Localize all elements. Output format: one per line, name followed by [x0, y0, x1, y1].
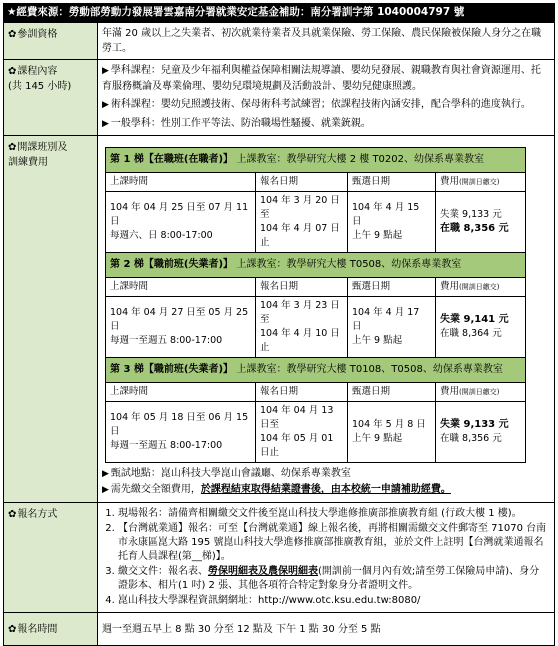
registration-list [102, 507, 548, 608]
class-header-row [106, 173, 526, 192]
triangle-bullet-icon: ▶ [102, 119, 109, 129]
col-exam-header: 甄選日期 [348, 173, 436, 192]
class-time: 104 年 04 月 25 日至 07 月 11 日 每週六、日 8:00-17:00 [106, 192, 256, 253]
eligibility-label: 參訓資格 [17, 29, 58, 40]
regtime-text: 週一至週五早上 8 點 30 分至 12 點及 下午 1 點 30 分至 5 點 [102, 624, 381, 635]
col-fee-header: 費用(開訓日繳交) [436, 173, 526, 192]
eligibility-text: 年滿 20 歲以上之失業者、初次就業待業者及具就業保險、勞工保險、農民保險被保險人身分之在職勞工。 [102, 28, 542, 54]
class-time: 104 年 04 月 27 日至 05 月 25 日 每週一至週五 8:00-17:00 [106, 297, 256, 358]
classes-content [98, 136, 555, 503]
course-row [4, 60, 555, 136]
class-title: 第 3 梯【職前班(失業者)】 上課教室：教學研究大樓 T0108、T0508、幼保系專業教室 [106, 358, 526, 383]
class-fee: 失業 9,133 元 在職 8,356 元 [436, 192, 526, 253]
class-reg: 104 年 04 月 13 日至 104 年 05 月 01 日止 [256, 402, 348, 463]
regtime-label: 報名時間 [17, 624, 58, 635]
flower-icon: ✿ [8, 29, 17, 40]
technical-course: ▶ 術科課程：嬰幼兒照護技術、保母術科考試練習；依課程技術內涵安排，配合學科的進度執行。 [102, 99, 531, 110]
class-value-row [106, 297, 526, 358]
registration-row [4, 503, 555, 613]
deposit-note: ▶ 需先繳交全額費用，於課程結束取得結業證書後，由本校統一申請補助經費。 [102, 484, 451, 495]
course-hours: (共 145 小時) [8, 81, 72, 92]
class-title-row [106, 253, 526, 278]
registration-item: 1. 現場報名：請備齊相關繳交文件後至崑山科技大學進修推廣部推廣教育組 (行政大樓 1 樓)。 [118, 507, 548, 521]
course-label: 課程內容 [17, 66, 58, 77]
flower-icon: ✿ [8, 142, 17, 153]
col-reg-header: 報名日期 [256, 383, 348, 402]
classes-row [4, 136, 555, 503]
course-label-cell [4, 60, 98, 136]
class-time: 104 年 05 月 18 日至 06 月 15 日 每週一至週五 8:00-17:00 [106, 402, 256, 463]
flower-icon: ✿ [8, 66, 17, 77]
class-header-row [106, 278, 526, 297]
flower-icon: ✿ [8, 624, 17, 635]
class-title-row [106, 148, 526, 173]
class-exam: 104 年 4 月 17 日 上午 9 點起 [348, 297, 436, 358]
class-reg: 104 年 3 月 23 日至 104 年 4 月 10 日止 [256, 297, 348, 358]
registration-label-cell [4, 503, 98, 613]
course-content [98, 60, 555, 136]
class-schedule-table [105, 147, 526, 463]
eligibility-content [98, 23, 555, 60]
classes-label-2: 訓練費用 [8, 157, 48, 168]
col-time-header: 上課時間 [106, 173, 256, 192]
regtime-content [98, 613, 555, 646]
flower-icon: ✿ [8, 509, 17, 520]
class-fee: 失業 9,133 元 在職 8,356 元 [436, 402, 526, 463]
registration-item: 2. 【台灣就業通】報名：可至【台灣就業通】線上報名後，再將相關需繳交文件郵寄至 71070 台南市永康區崑大路 195 號崑山科技大學進修推廣部推廣教育組，並於文件上註明【台灣就業通報名托育人員課程(第__梯)】。 [118, 522, 548, 564]
classes-label: 開課班別及 [17, 142, 68, 153]
col-reg-header: 報名日期 [256, 278, 348, 297]
col-exam-header: 甄選日期 [348, 383, 436, 402]
col-reg-header: 報名日期 [256, 173, 348, 192]
triangle-bullet-icon: ▶ [102, 469, 109, 479]
exam-location: ▶ 甄試地點：崑山科技大學崑山會議廳、幼保系專業教室 [102, 468, 351, 479]
class-fee: 失業 9,141 元 在職 8,364 元 [436, 297, 526, 358]
triangle-bullet-icon: ▶ [102, 485, 109, 495]
class-title: 第 1 梯【在職班(在職者)】 上課教室：教學研究大樓 2 樓 T0202、幼保系專業教室 [106, 148, 526, 173]
info-table [3, 22, 555, 646]
col-fee-header: 費用(開訓日繳交) [436, 278, 526, 297]
col-exam-header: 甄選日期 [348, 278, 436, 297]
class-title: 第 2 梯【職前班(失業者)】 上課教室：教學研究大樓 T0508、幼保系專業教室 [106, 253, 526, 278]
class-exam: 104 年 5 月 8 日 上午 9 點起 [348, 402, 436, 463]
eligibility-label-cell [4, 23, 98, 60]
col-time-header: 上課時間 [106, 383, 256, 402]
class-reg: 104 年 3 月 20 日至 104 年 4 月 07 日止 [256, 192, 348, 253]
eligibility-row [4, 23, 555, 60]
col-fee-header: 費用(開訓日繳交) [436, 383, 526, 402]
registration-item: 3. 繳交文件：報名表、勞保明細表及農保明細表(開訓前一個月內有效;請至勞工保險局申請)、身分證影本、相片(1 吋) 2 張、其他各項符合特定對象身分者證明文件。 [118, 565, 548, 593]
class-exam: 104 年 4 月 15 日 上午 9 點起 [348, 192, 436, 253]
triangle-bullet-icon: ▶ [102, 100, 109, 110]
class-title-row [106, 358, 526, 383]
regtime-label-cell [4, 613, 98, 646]
class-value-row [106, 192, 526, 253]
col-time-header: 上課時間 [106, 278, 256, 297]
registration-item: 4. 崑山科技大學課程資訊網網址：http://www.otc.ksu.edu.tw:8080/ [118, 594, 548, 608]
class-value-row [106, 402, 526, 463]
classes-label-cell [4, 136, 98, 503]
regtime-row [4, 613, 555, 646]
registration-label: 報名方式 [17, 509, 58, 520]
class-header-row [106, 383, 526, 402]
triangle-bullet-icon: ▶ [102, 66, 109, 76]
general-course: ▶ 一般學科：性別工作平等法、防治職場性騷擾、就業銃親。 [102, 118, 371, 129]
funding-banner: ★經費來源：勞動部勞動力發展署雲嘉南分署就業安定基金補助：南分署訓字第 1040004797 號 [3, 3, 555, 22]
flyer [3, 3, 555, 646]
academic-course: ▶ 學科課程：兒童及少年福利與權益保障相關法規導讀、嬰幼兒發展、親職教育與社會資源運用、托育服務概論及專業倫理、嬰幼兒環境規劃及活動設計、嬰幼兒健康照護。 [102, 65, 541, 92]
registration-content [98, 503, 555, 613]
